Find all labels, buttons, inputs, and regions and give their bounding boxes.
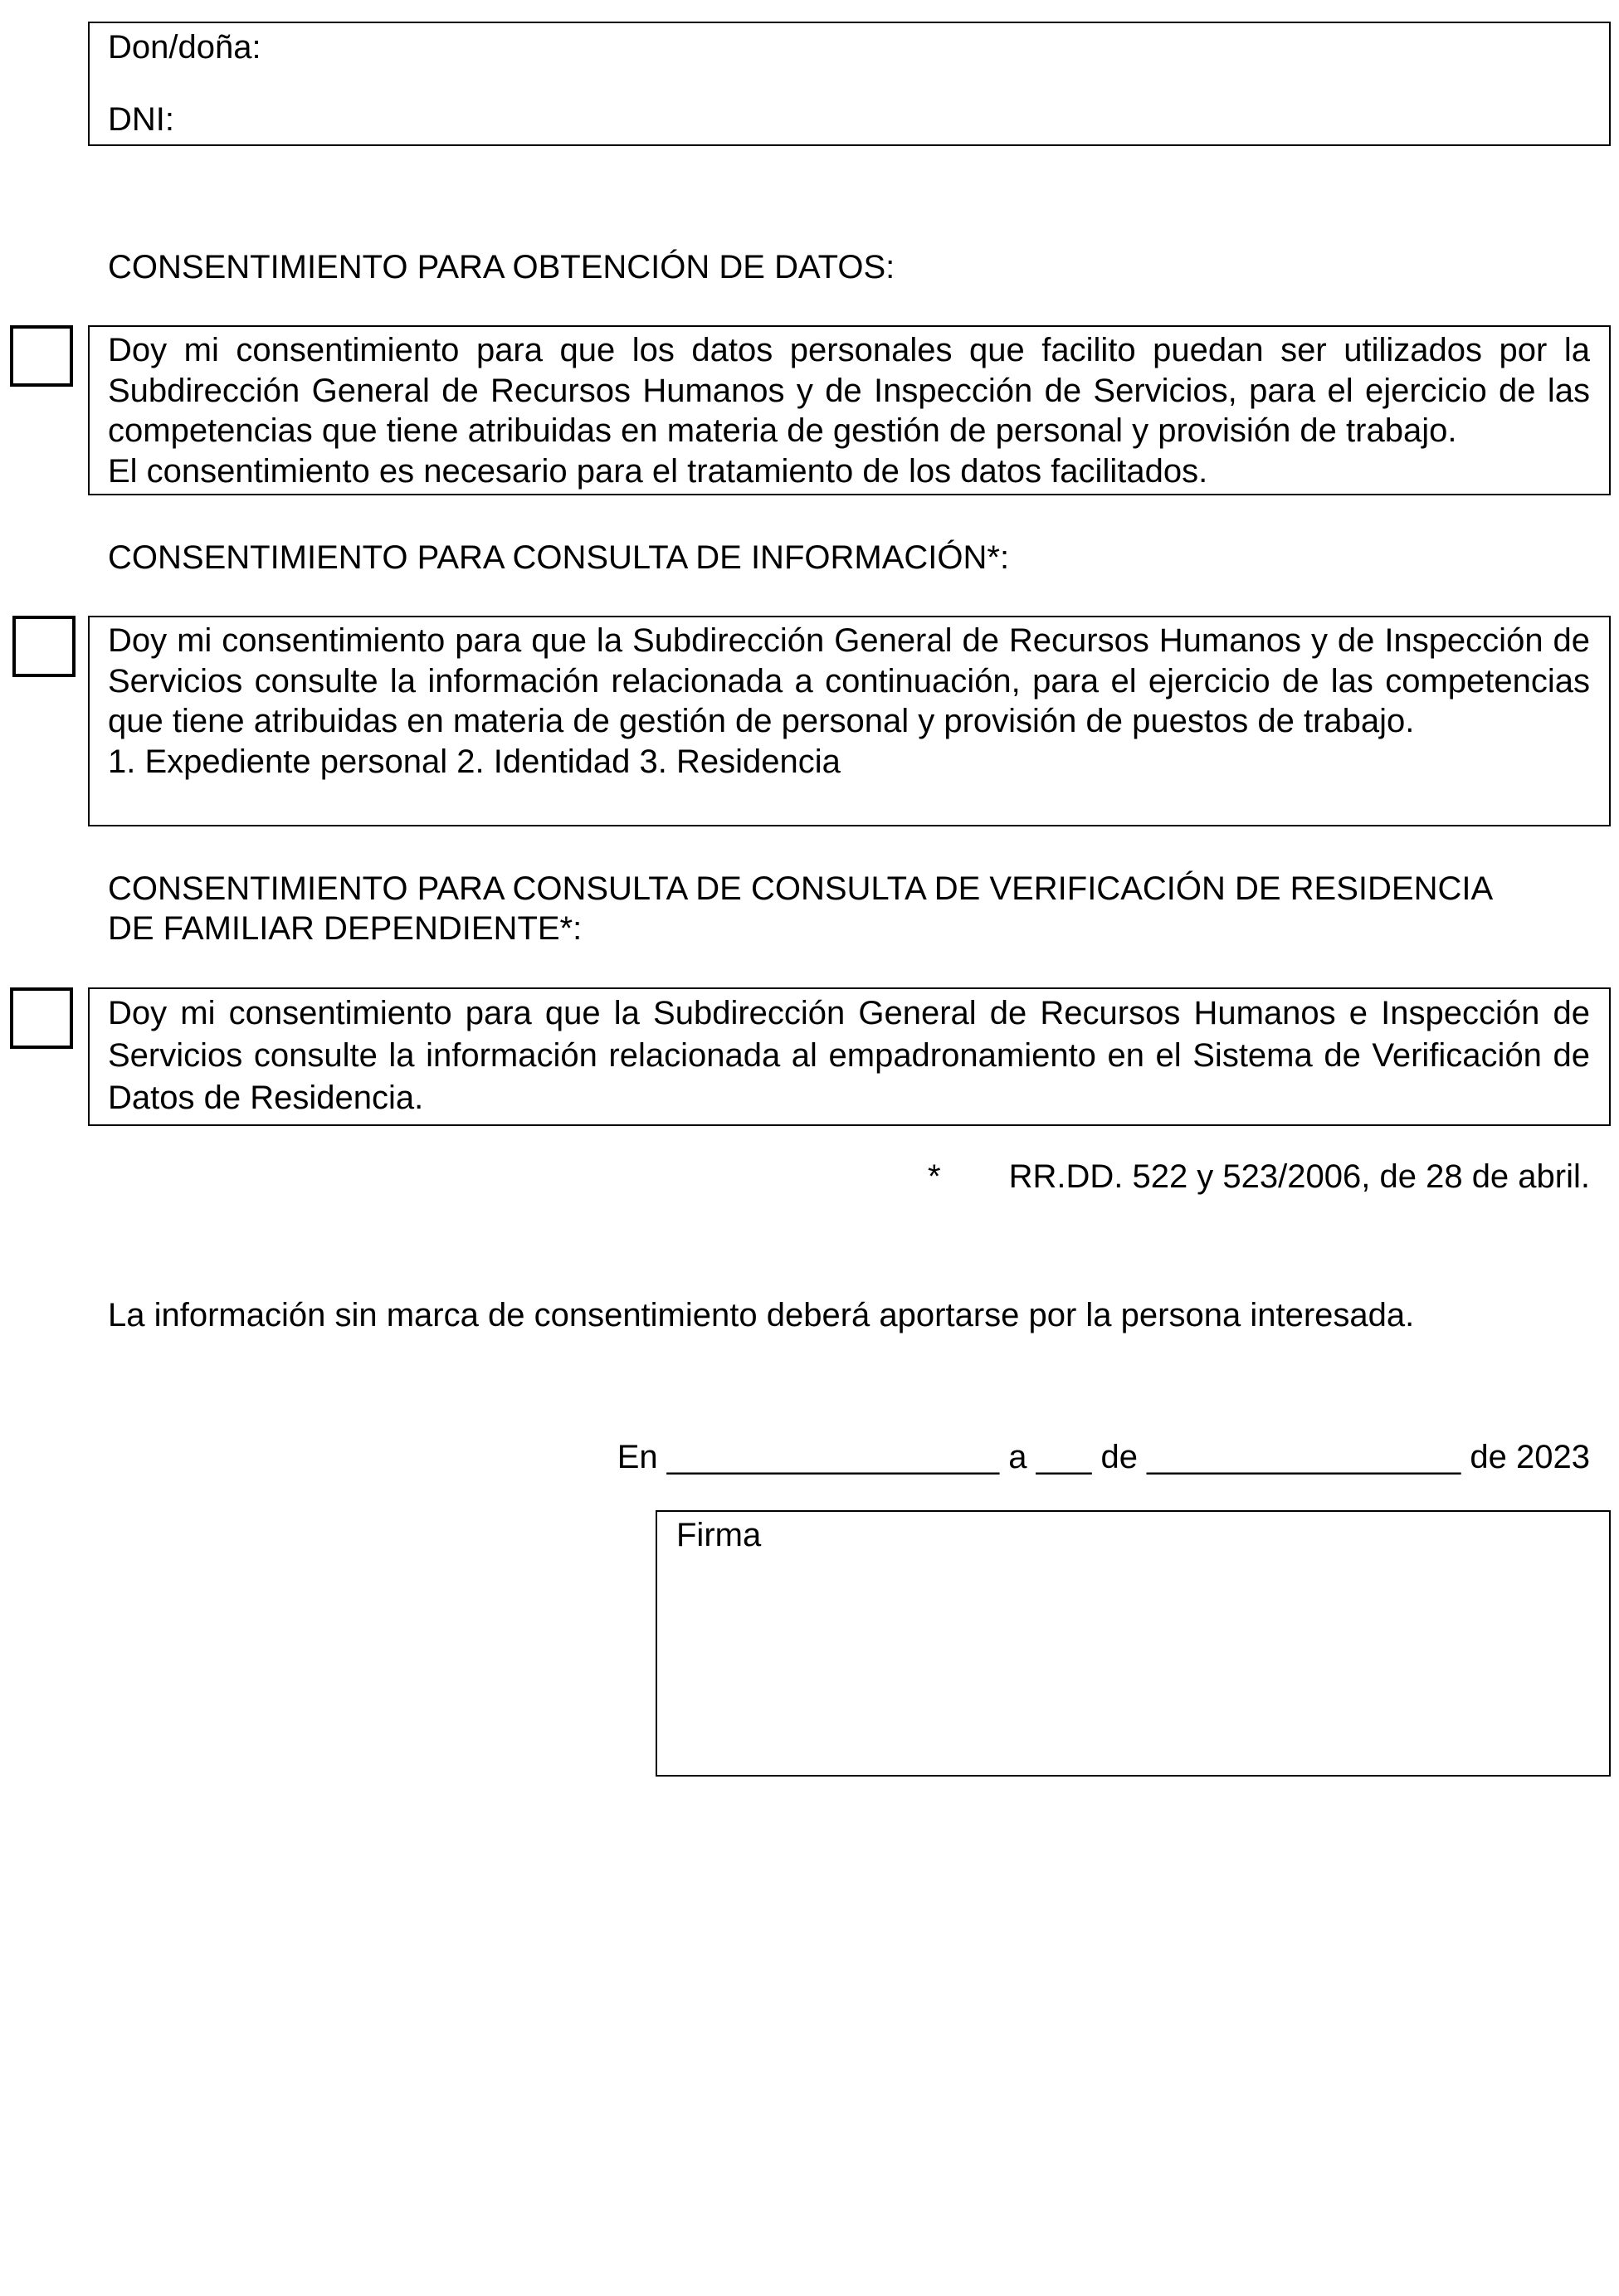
consent-info-checkbox[interactable] bbox=[12, 616, 76, 677]
section3-text bbox=[108, 992, 1590, 1119]
section2-paragraph: Doy mi consentimiento para que la Subdirección General de Recursos Humanos y de Inspección de Servicios consulte la información relacionada a continuación, para el ejercicio de las competencias que tiene atribuidas en materia de gestión de personal y provisión de puestos de trabajo. bbox=[108, 622, 1590, 739]
section1-text bbox=[108, 330, 1590, 491]
name-field-label: Don/doña: bbox=[108, 29, 261, 66]
consent-residence-checkbox[interactable] bbox=[10, 987, 73, 1049]
section3-heading-line1: CONSENTIMIENTO PARA CONSULTA DE CONSULTA DE VERIFICACIÓN DE RESIDENCIA bbox=[108, 870, 1494, 907]
section2-list: 1. Expediente personal 2. Identidad 3. Residencia bbox=[108, 743, 841, 780]
section1-paragraph: Doy mi consentimiento para que los datos personales que facilito puedan ser utilizados por la Subdirección General de Recursos Humanos y de Inspección de Servicios, para el ejercicio de las competencias que tiene atribuidas en materia de gestión de personal y provisión de trabajo. bbox=[108, 332, 1590, 449]
signature-label: Firma bbox=[676, 1517, 762, 1553]
section2-text bbox=[108, 621, 1590, 782]
applicant-box bbox=[88, 22, 1611, 146]
section1-heading: CONSENTIMIENTO PARA OBTENCIÓN DE DATOS: bbox=[108, 249, 895, 285]
signature-box[interactable] bbox=[656, 1510, 1611, 1777]
section3-paragraph: Doy mi consentimiento para que la Subdirección General de Recursos Humanos e Inspección de Servicios consulte la información relacionada al empadronamiento en el Sistema de Verificación de Datos de Residencia. bbox=[108, 995, 1590, 1116]
footnote-mark: * bbox=[928, 1158, 941, 1195]
section2-heading: CONSENTIMIENTO PARA CONSULTA DE INFORMACIÓN*: bbox=[108, 539, 1010, 576]
consent-data-checkbox[interactable] bbox=[10, 325, 73, 387]
notice-text: La información sin marca de consentimiento deberá aportarse por la persona interesada. bbox=[108, 1297, 1415, 1333]
section3-heading-line2: DE FAMILIAR DEPENDIENTE*: bbox=[108, 910, 583, 947]
dni-field-label: DNI: bbox=[108, 101, 174, 138]
footnote-text: RR.DD. 522 y 523/2006, de 28 de abril. bbox=[1008, 1158, 1590, 1195]
date-line[interactable]: En __________________ a ___ de _________________ de 2023 bbox=[617, 1439, 1590, 1475]
section1-note: El consentimiento es necesario para el tratamiento de los datos facilitados. bbox=[108, 452, 1208, 490]
